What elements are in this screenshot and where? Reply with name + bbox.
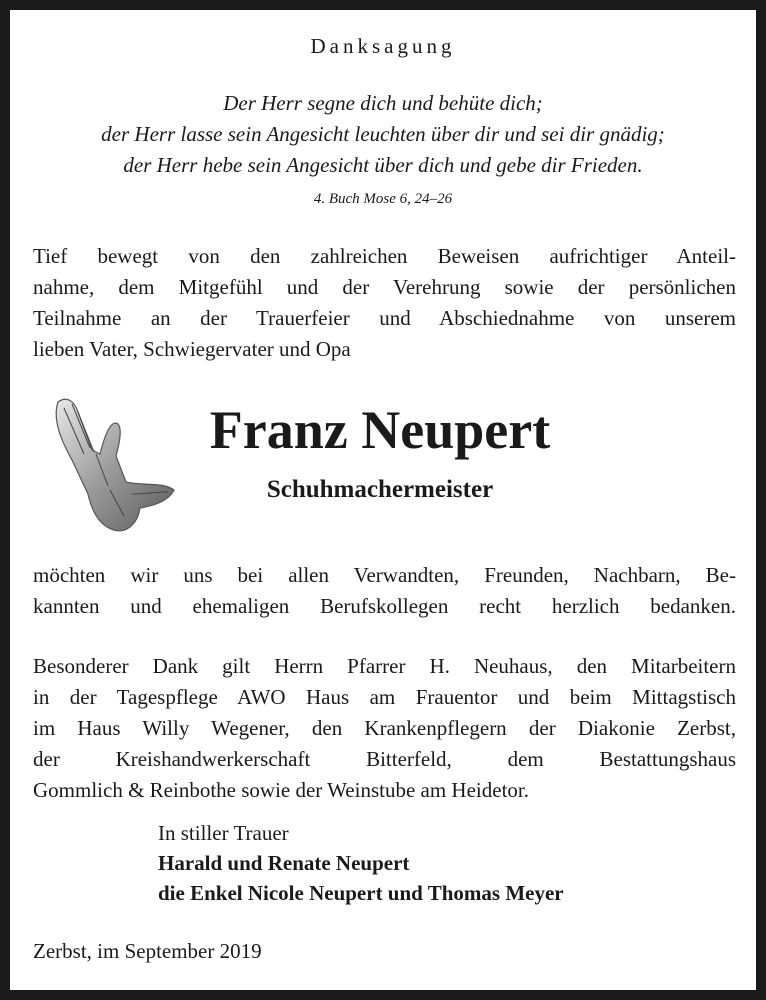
- verse-line: Der Herr segne dich und behüte dich;: [223, 91, 543, 115]
- mourner-name: Harald und Renate Neupert: [158, 851, 410, 875]
- paragraph-line: Besonderer Dank gilt Herrn Pfarrer H. Neuhaus, den Mitarbeitern: [33, 654, 736, 678]
- paragraph-line: der Kreishandwerkerschaft Bitterfeld, dem Bestattungshaus: [33, 747, 736, 771]
- paragraph-line: in der Tagespflege AWO Haus am Frauentor und beim Mittagstisch: [33, 685, 736, 709]
- mourner-name: die Enkel Nicole Neupert und Thomas Meyer: [158, 881, 564, 905]
- praying-hands-icon: [48, 390, 178, 540]
- signoff: [158, 818, 564, 908]
- notice-heading: Danksagung: [310, 34, 456, 58]
- paragraph-line: lieben Vater, Schwiegervater und Opa: [33, 337, 351, 361]
- deceased-name: Franz Neupert: [209, 400, 551, 460]
- obituary-notice: [10, 10, 756, 990]
- deceased-occupation: Schuhmachermeister: [266, 476, 494, 503]
- paragraph-line: nahme, dem Mitgefühl und der Verehrung sowie der persönlichen: [33, 275, 736, 299]
- thanks-paragraph: [33, 560, 736, 622]
- signoff-intro: In stiller Trauer: [158, 821, 289, 845]
- paragraph-line: Teilnahme an der Trauerfeier und Abschiednahme von unserem: [33, 306, 736, 330]
- intro-paragraph: [33, 241, 736, 365]
- paragraph-line: möchten wir uns bei allen Verwandten, Freunden, Nachbarn, Be-: [33, 563, 736, 587]
- paragraph-line: Gommlich & Reinbothe sowie der Weinstube am Heidetor.: [33, 778, 529, 802]
- place-date: Zerbst, im September 2019: [33, 939, 262, 963]
- paragraph-line: kannten und ehemaligen Berufskollegen recht herzlich bedanken.: [33, 594, 736, 618]
- paragraph-line: im Haus Willy Wegener, den Krankenpflegern der Diakonie Zerbst,: [33, 716, 736, 740]
- verse-line: der Herr hebe sein Angesicht über dich und gebe dir Frieden.: [123, 153, 643, 177]
- bible-verse: [10, 88, 756, 181]
- special-thanks-paragraph: [33, 651, 736, 806]
- verse-line: der Herr lasse sein Angesicht leuchten über dir und sei dir gnädig;: [101, 122, 665, 146]
- verse-source: 4. Buch Mose 6, 24–26: [313, 191, 453, 207]
- paragraph-line: Tief bewegt von den zahlreichen Beweisen aufrichtiger Anteil-: [33, 244, 736, 268]
